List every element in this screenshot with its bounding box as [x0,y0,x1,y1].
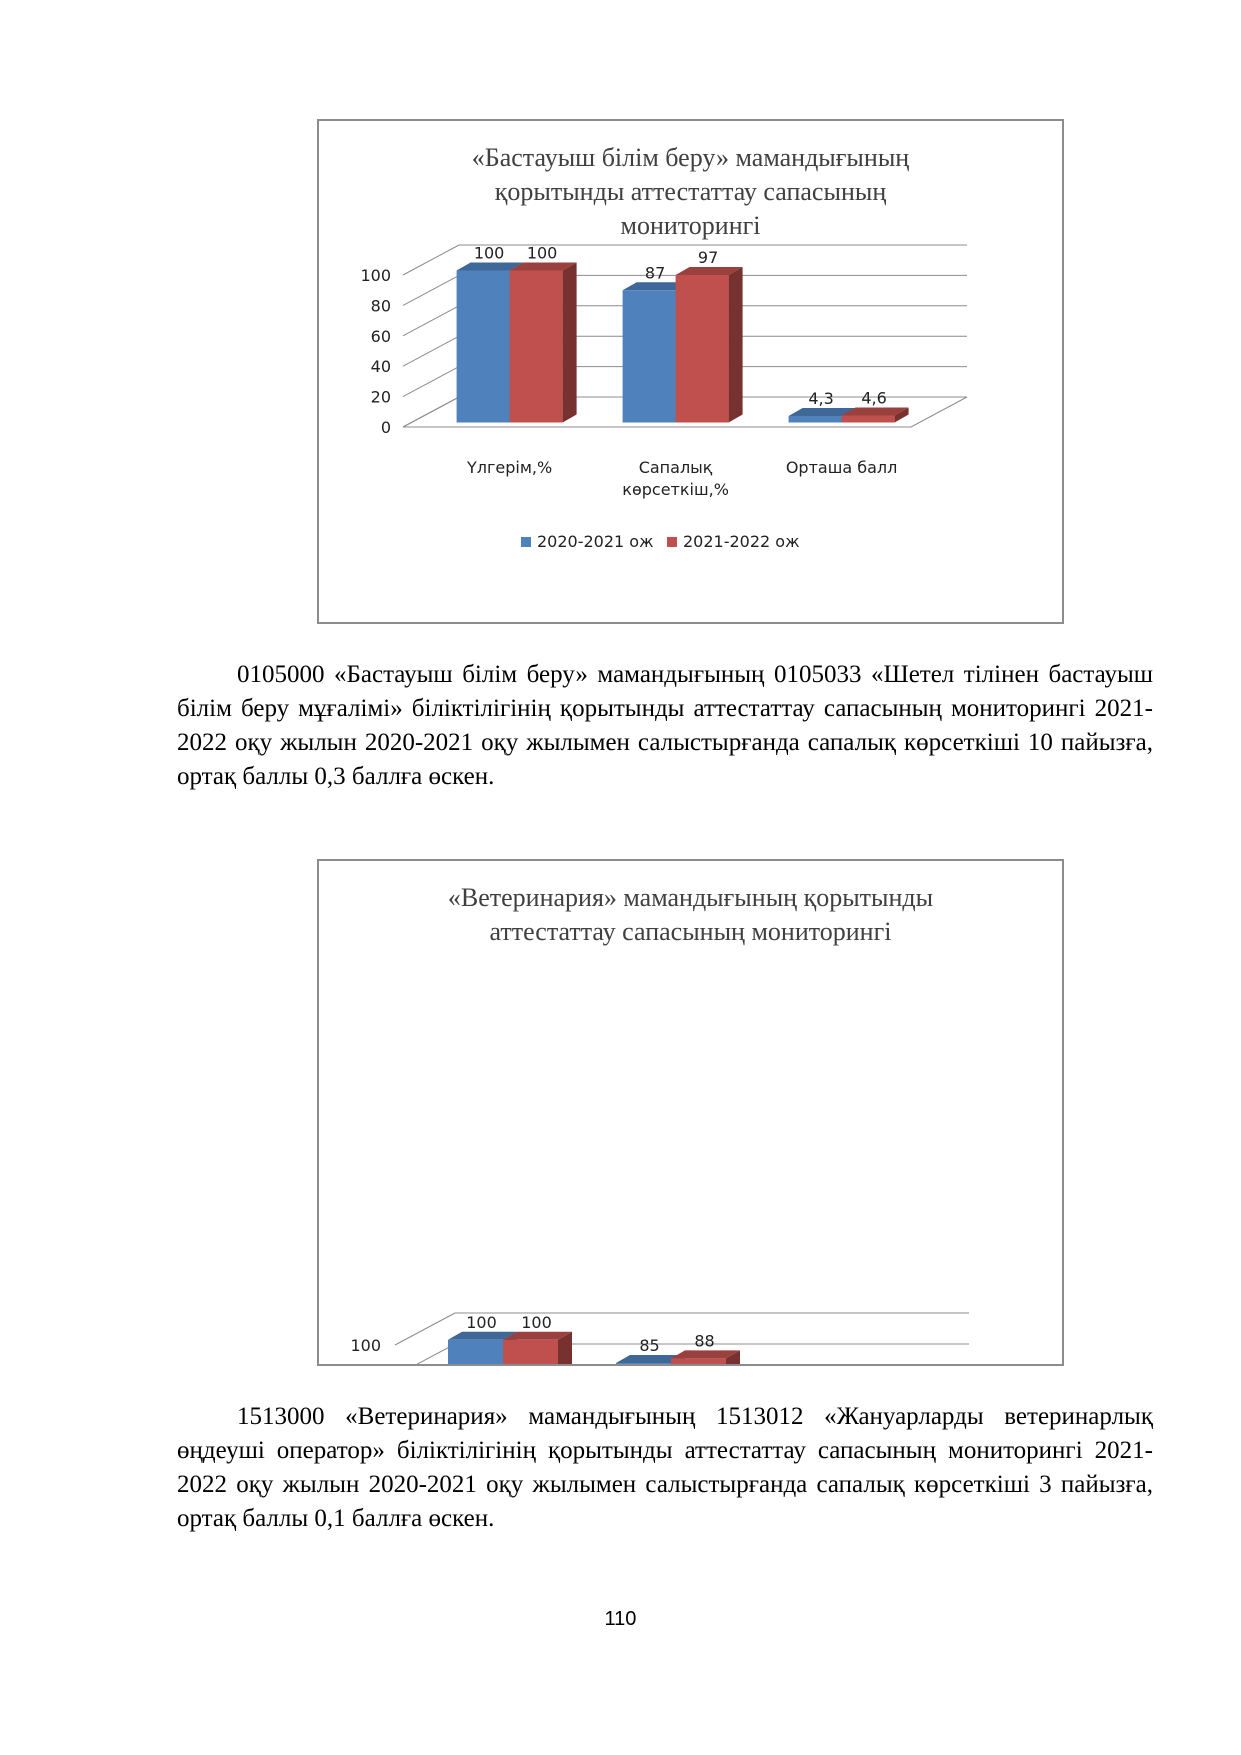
legend-swatch [521,537,531,547]
gridline-side [403,397,459,427]
legend-label: 2020-2021 ож [537,532,654,551]
bar [789,416,842,423]
chart-title-line: мониторингі [620,211,761,240]
plot-area [360,244,967,552]
bar [510,271,563,423]
category-label: көрсеткіш,% [622,480,729,499]
data-label: 4,3 [808,388,834,408]
legend-label: 2021-2022 ож [683,532,800,551]
chart-title-line: «Ветеринария» мамандығының қорытынды [447,883,934,912]
bar-side [563,263,577,423]
y-tick-label: 100 [350,1336,381,1355]
paragraph-2: 1513000 «Ветеринария» мамандығының 1513012 «Жануарларды ветеринарлық өңдеуші оператор» біліктілігінің қорытынды аттестаттау сапасының мониторингі 2021-2022 оқу жылын 2020-2021 оқу жылымен салыстырғанда сапалық көрсеткіші 3 пайызға, ортақ баллы 0,1 баллға өскен. [177,1403,1153,1532]
bar [676,275,729,422]
plot-area [350,1313,969,1364]
gridline-side [403,336,459,366]
chart-title-line: «Бастауыш білім беру» мамандығының [471,143,910,172]
bar [503,1340,558,1364]
gridline-side [395,1344,455,1364]
gridline-side [403,306,459,336]
bar [457,271,510,423]
data-label: 88 [694,1331,715,1351]
category-label: Үлгерім,% [466,458,553,477]
y-tick-label: 100 [360,266,391,285]
gridline-side [395,1313,455,1345]
bar [842,416,895,423]
bar [448,1340,503,1364]
bar [616,1363,671,1364]
data-label: 97 [697,248,719,268]
data-label: 100 [466,1312,497,1332]
page-number: 110 [604,1608,637,1630]
y-tick-label: 0 [380,418,391,437]
gridline-side [403,275,459,305]
chart-title-line: қорытынды аттестаттау сапасының [494,177,887,206]
bar [623,290,676,422]
paragraph-1: 0105000 «Бастауыш білім беру» мамандығының 0105033 «Шетел тілінен бастауыш білім беру мұғалімі» біліктілігінің қорытынды аттестаттау сапасының мониторингі 2021-2022 оқу жылын 2020-2021 оқу жылымен салыстырғанда сапалық көрсеткіші 10 пайызға, ортақ баллы 0,3 баллға өскен. [177,661,1153,790]
category-label: Сапалық [638,458,713,477]
y-tick-label: 40 [370,357,391,377]
data-label: 100 [526,243,558,263]
data-label: 87 [644,263,666,283]
gridline-side [403,367,459,397]
gridline-side [403,245,459,275]
y-tick-label: 60 [370,326,391,346]
y-tick-label: 80 [370,296,391,316]
chart-1-plot [319,121,1062,622]
y-tick-label: 20 [370,387,391,407]
chart-1 [317,119,1064,624]
data-label: 85 [639,1336,660,1356]
data-label: 100 [473,243,505,263]
bar-side [729,267,743,422]
data-label: 100 [521,1312,552,1332]
chart-2-plot [319,861,1062,1364]
category-label: Орташа балл [785,458,898,477]
data-label: 4,6 [861,388,887,408]
chart-title-line: аттестаттау сапасының мониторингі [489,917,892,946]
legend-swatch [667,537,677,547]
chart-2 [317,859,1064,1366]
bar [671,1358,726,1364]
